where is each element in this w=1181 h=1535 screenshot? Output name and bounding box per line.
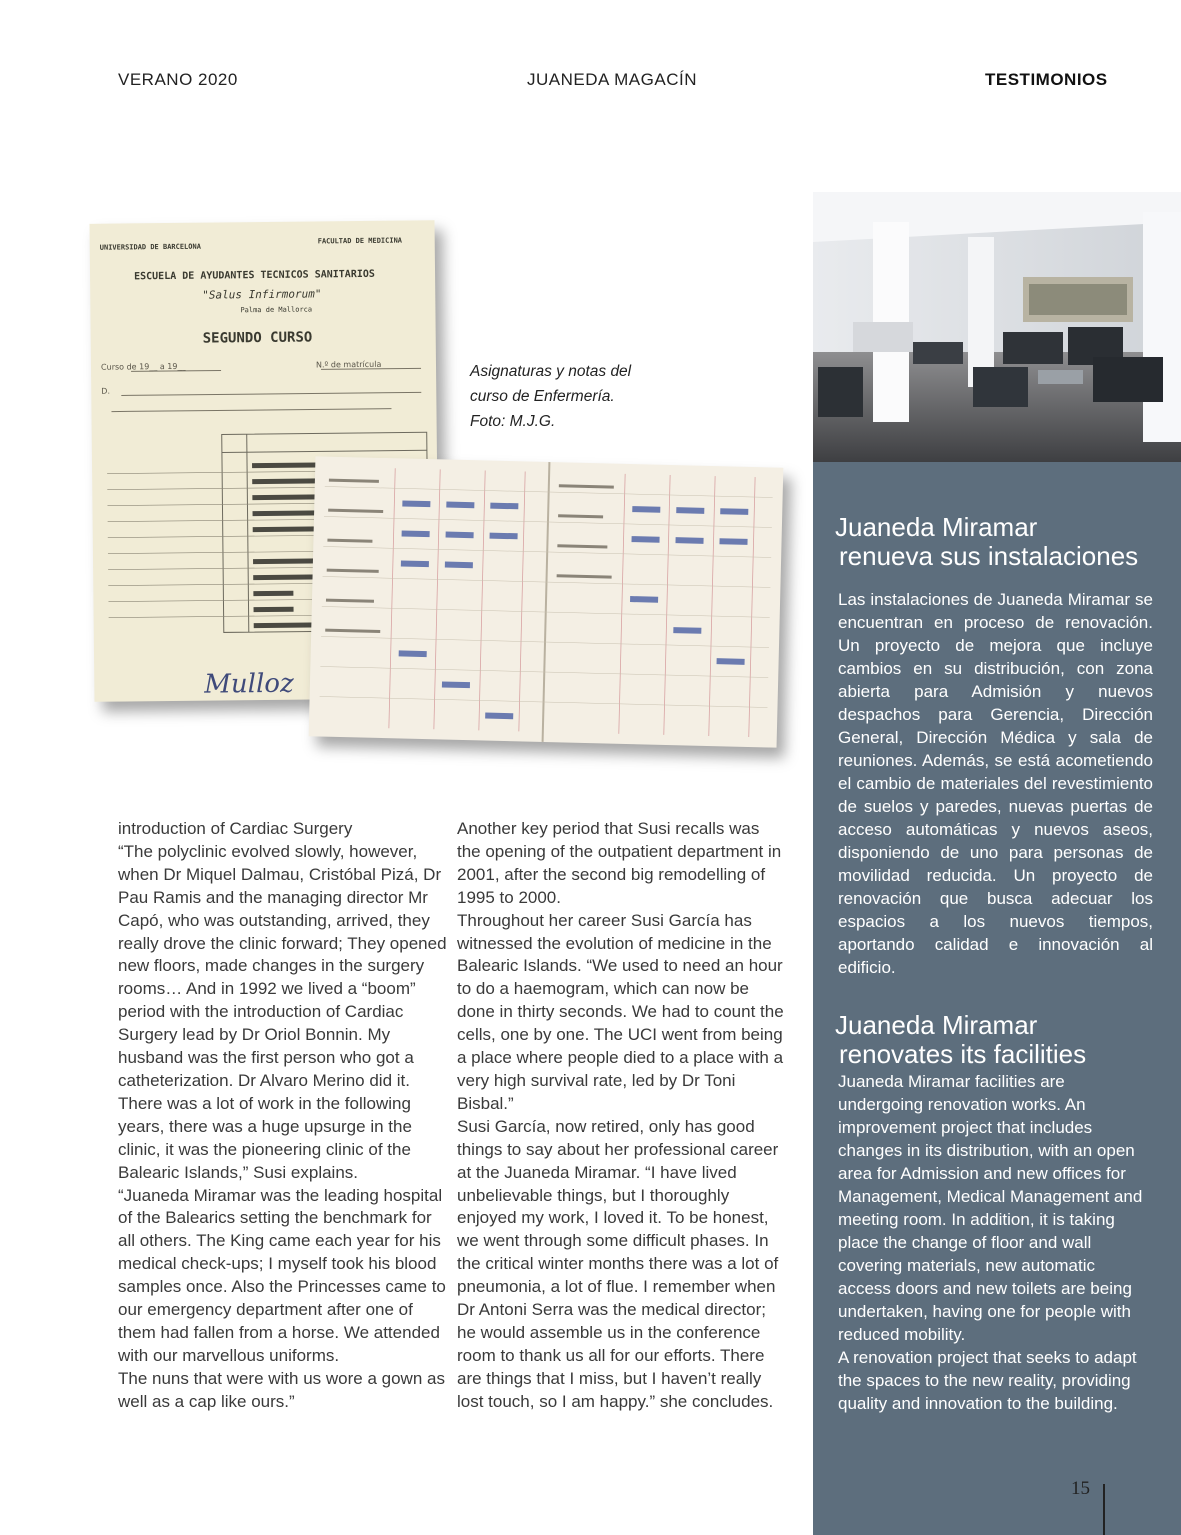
photo-caption — [470, 359, 640, 434]
city-text: Palma de Mallorca — [240, 305, 313, 315]
column1-paragraph-4: “Juaneda Miramar was the leading hospital of the Balearics setting the benchmark for all others. The King came each year for his medical check-ups; I myself took his blood samples once. Also the Princesses came to our emergency department after one of them had fallen from a horse. We attended with our marvellous uniforms. — [118, 1185, 446, 1365]
issue-label: VERANO 2020 — [118, 70, 238, 89]
sidebar-body-es: Las instalaciones de Juaneda Miramar se encuentran en proceso de renovación. Un proyecto de mejora que incluye cambios en su distribución, con zona abierta para Admisión y nuevos despachos para Gerencia, Dirección General, Dirección Médica y sala de reuniones. Además, se está acometiendo el cambio de materiales del revestimiento de suelos y paredes, nuevas puertas de acceso automáticas y nuevos aseos, disponiendo de uno para personas de movilidad reducida. Un proyecto de renovación que busca adecuar los espacios a los nuevos tiempos, aportando calidad e innovación al edificio. — [838, 590, 1153, 977]
svg-text:D.: D. — [101, 386, 111, 396]
sidebar-title-en-line-2: renovates its facilities — [839, 1039, 1087, 1069]
section-label: TESTIMONIOS — [985, 70, 1108, 89]
sidebar-body-en — [838, 1070, 1148, 1415]
svg-text:N.º de matrícula: N.º de matrícula — [315, 359, 382, 370]
column2-paragraph-3: Susi García, now retired, only has good things to say about her professional career at the Juaneda Miramar. “I have lived unbelievable things, but I thoroughly enjoyed my work, I loved it. To be honest, we went through some difficult phases. In the critical winter months there was a lot of pneumonia, a lot of flue. I remember when Dr Antoni Serra was the medical director; he would assemble us in the conference room to thank us all for our efforts. There are things that I miss, but I haven’t really lost touch, so I am happy.” she concludes. — [457, 1116, 779, 1411]
column1-paragraph-3: There was a lot of work in the following years, there was a huge upsurge in the clinic, it was the pioneering clinic of the Balearic Islands,” Susi explains. — [118, 1093, 412, 1182]
ledger-drawing — [309, 456, 784, 747]
column1-paragraph-1: introduction of Cardiac Surgery — [118, 819, 353, 838]
page-number-rule — [1103, 1484, 1105, 1535]
caption-line-3: Foto: M.J.G. — [470, 413, 556, 430]
column2-paragraph-1: Another key period that Susi recalls was the opening of the outpatient department in 2001, after the second big remodelling of 1995 to 2000. — [457, 819, 782, 907]
sidebar-title-en-line-1: Juaneda Miramar — [835, 1010, 1038, 1040]
sidebar-body-en-2: A renovation project that seeks to adapt the spaces to the new reality, providing quality and innovation to the building. — [838, 1348, 1137, 1413]
magazine-title: JUANEDA MAGACÍN — [527, 70, 697, 89]
signature: Mulloz — [204, 668, 294, 700]
column1-paragraph-2: “The polyclinic evolved slowly, however, when Dr Miquel Dalmau, Cristóbal Pizá, Dr Pau Ramis and the managing director Mr Capó, who was outstanding, arrived, they really drove the clinic forward; They opened new floors, made changes in the surgery rooms… And in 1992 we lived a “boom” period with the introduction of Cardiac Surgery lead by Dr Oriol Bonnin. My husband was the first person who got a catheterization. Dr Alvaro Merino did it. — [118, 841, 447, 1090]
lobby-photo — [813, 192, 1181, 462]
article-column-1 — [118, 818, 448, 1414]
ledger-photo — [309, 456, 784, 747]
sidebar-body-en-1: Juaneda Miramar facilities are undergoing renovation works. An improvement project that includes changes in its distribution, with an open area for Admission and new offices for Management, Medical Management and meeting room. In addition, it is taking place the change of floor and wall covering materials, new automatic access doors and new toilets are being undertaken, having one for people with reduced mobility. — [838, 1072, 1143, 1344]
caption-line-2: curso de Enfermería. — [470, 388, 615, 405]
sidebar-title-es — [835, 513, 1165, 571]
course-text: SEGUNDO CURSO — [202, 329, 313, 347]
article-column-2 — [457, 818, 787, 1414]
sidebar-title-es-line-1: Juaneda Miramar — [835, 512, 1038, 542]
sidebar-title-es-line-2: renueva sus instalaciones — [839, 541, 1139, 571]
page-number: 15 — [1071, 1478, 1090, 1499]
faculty-text: FACULTAD DE MEDICINA — [317, 236, 403, 246]
column2-paragraph-2: Throughout her career Susi García has witnessed the evolution of medicine in the Balearic Islands. “We used to need an hour to do a haemogram, which can now be done in thirty seconds. We had to count the cells, one by one. The UCI went from being a place where people died to a place with a very high survival rate, led by Dr Toni Bisbal.” — [457, 910, 784, 1113]
svg-text:Curso de 19__ a 19__: Curso de 19__ a 19__ — [100, 361, 186, 372]
university-text: UNIVERSIDAD DE BARCELONA — [99, 242, 201, 252]
caption-line-1: Asignaturas y notas del — [470, 363, 632, 380]
lobby-drawing — [813, 192, 1181, 462]
column1-paragraph-5: The nuns that were with us wore a gown as well as a cap like ours.” — [118, 1368, 445, 1411]
school-text: ESCUELA DE AYUDANTES TECNICOS SANITARIOS — [134, 268, 375, 283]
motto-text: "Salus Infirmorum" — [202, 287, 322, 302]
sidebar-title-en — [835, 1011, 1165, 1069]
